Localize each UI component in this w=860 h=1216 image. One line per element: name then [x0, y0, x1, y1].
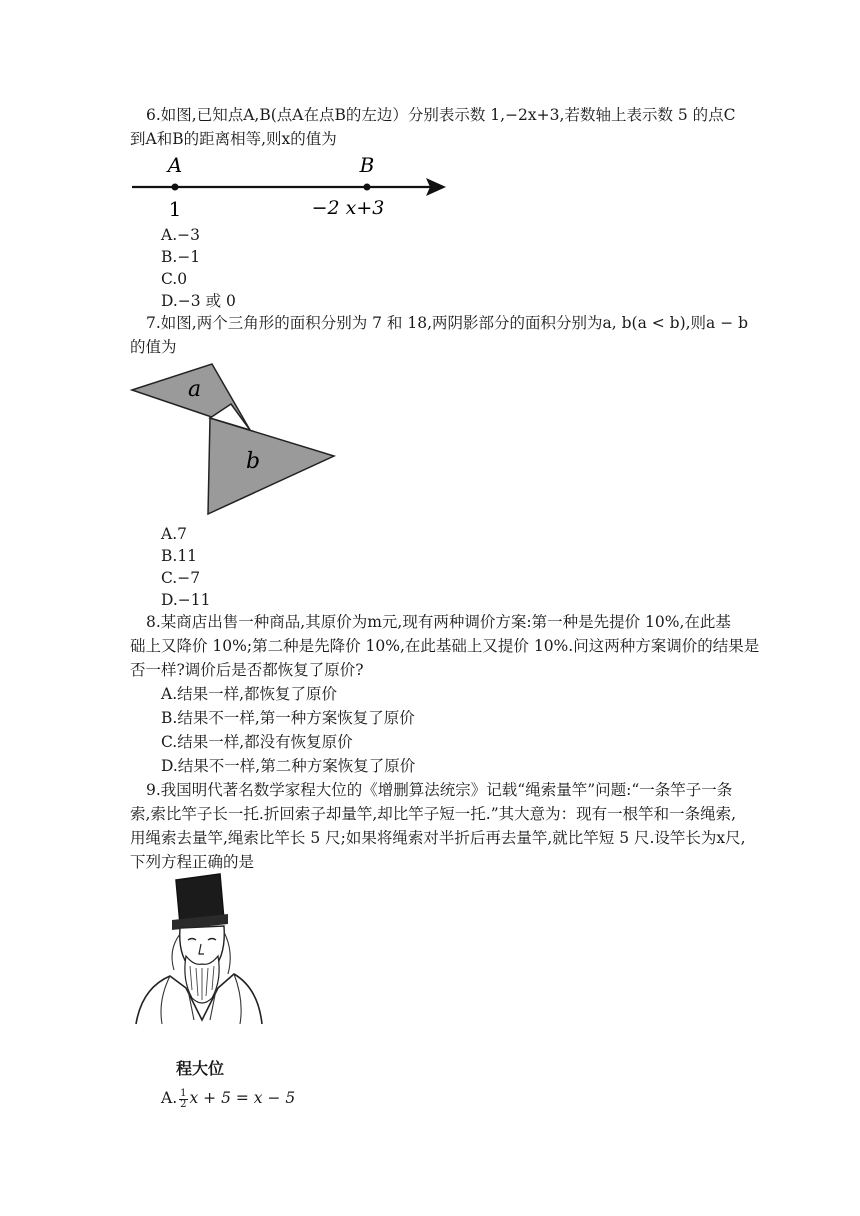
point-a-value: 1: [168, 197, 182, 221]
region-b-label: b: [246, 449, 261, 474]
q7-text-line1: 7.如图,两个三角形的面积分别为 7 和 18,两阴影部分的面积分别为a, b(a < b),则a − b: [146, 314, 749, 332]
q7-option-a: A.7: [161, 525, 187, 543]
region-a-label: a: [188, 377, 202, 402]
q7-option-c: C.−7: [161, 569, 201, 587]
q8-text-line3: 否一样?调价后是否都恢复了原价?: [130, 661, 364, 679]
q6-option-a: A.−3: [161, 226, 200, 244]
triangles-figure: [128, 360, 338, 520]
q7-option-b: B.11: [161, 547, 198, 565]
q9-option-a-prefix: A.: [161, 1089, 178, 1107]
portrait-caption: 程大位: [176, 1059, 225, 1078]
q6-option-c: C.0: [161, 270, 188, 288]
q8-option-a: A.结果一样,都恢复了原价: [161, 685, 338, 703]
q8-option-c: C.结果一样,都没有恢复原价: [161, 733, 353, 751]
point-b-label: B: [359, 153, 375, 177]
cheng-dawei-portrait: [128, 870, 268, 1030]
q6-text-line1: 6.如图,已知点A,B(点A在点B的左边）分别表示数 1,−2x+3,若数轴上表示数 5 的点C: [146, 106, 736, 124]
point-a-label: A: [167, 153, 183, 177]
q6-option-d: D.−3 或 0: [161, 292, 236, 310]
point-b-value: −2 x+3: [311, 197, 385, 219]
number-line-figure: [128, 150, 458, 222]
point-b-dot: [364, 184, 371, 191]
fraction-one-half: [179, 1089, 187, 1110]
q9-text-line2: 索,索比竿子长一托.折回索子却量竿,却比竿子短一托.”其大意为：现有一根竿和一条绳索,: [130, 805, 737, 823]
q6-option-b: B.−1: [161, 248, 201, 266]
q6-text-line2: 到A和B的距离相等,则x的值为: [130, 130, 337, 148]
q7-text-line2: 的值为: [130, 338, 177, 356]
q8-text-line2: 础上又降价 10%;第二种是先降价 10%,在此基础上又提价 10%.问这两种方案调价的结果是: [130, 637, 760, 655]
q9-text-line4: 下列方程正确的是: [130, 853, 255, 871]
q9-text-line3: 用绳索去量竿,绳索比竿长 5 尺;如果将绳索对半折后再去量竿,就比竿短 5 尺.设竿长为x尺,: [130, 829, 746, 847]
q9-option-a: [161, 1087, 295, 1110]
q8-text-line1: 8.某商店出售一种商品,其原价为m元,现有两种调价方案:第一种是先提价 10%,在此基: [146, 613, 731, 631]
fraction-numerator: 1: [180, 1087, 187, 1099]
q8-option-b: B.结果不一样,第一种方案恢复了原价: [161, 709, 415, 727]
q7-option-d: D.−11: [161, 591, 211, 609]
fraction-denominator: 2: [180, 1098, 187, 1110]
q9-text-line1: 9.我国明代著名数学家程大位的《增删算法统宗》记载“绳索量竿”问题:“一条竿子一条: [146, 781, 733, 799]
point-a-dot: [172, 184, 179, 191]
shaded-region-b: [208, 418, 334, 514]
q9-option-a-equation: x + 5 = x − 5: [189, 1089, 296, 1107]
q8-option-d: D.结果不一样,第二种方案恢复了原价: [161, 757, 416, 775]
